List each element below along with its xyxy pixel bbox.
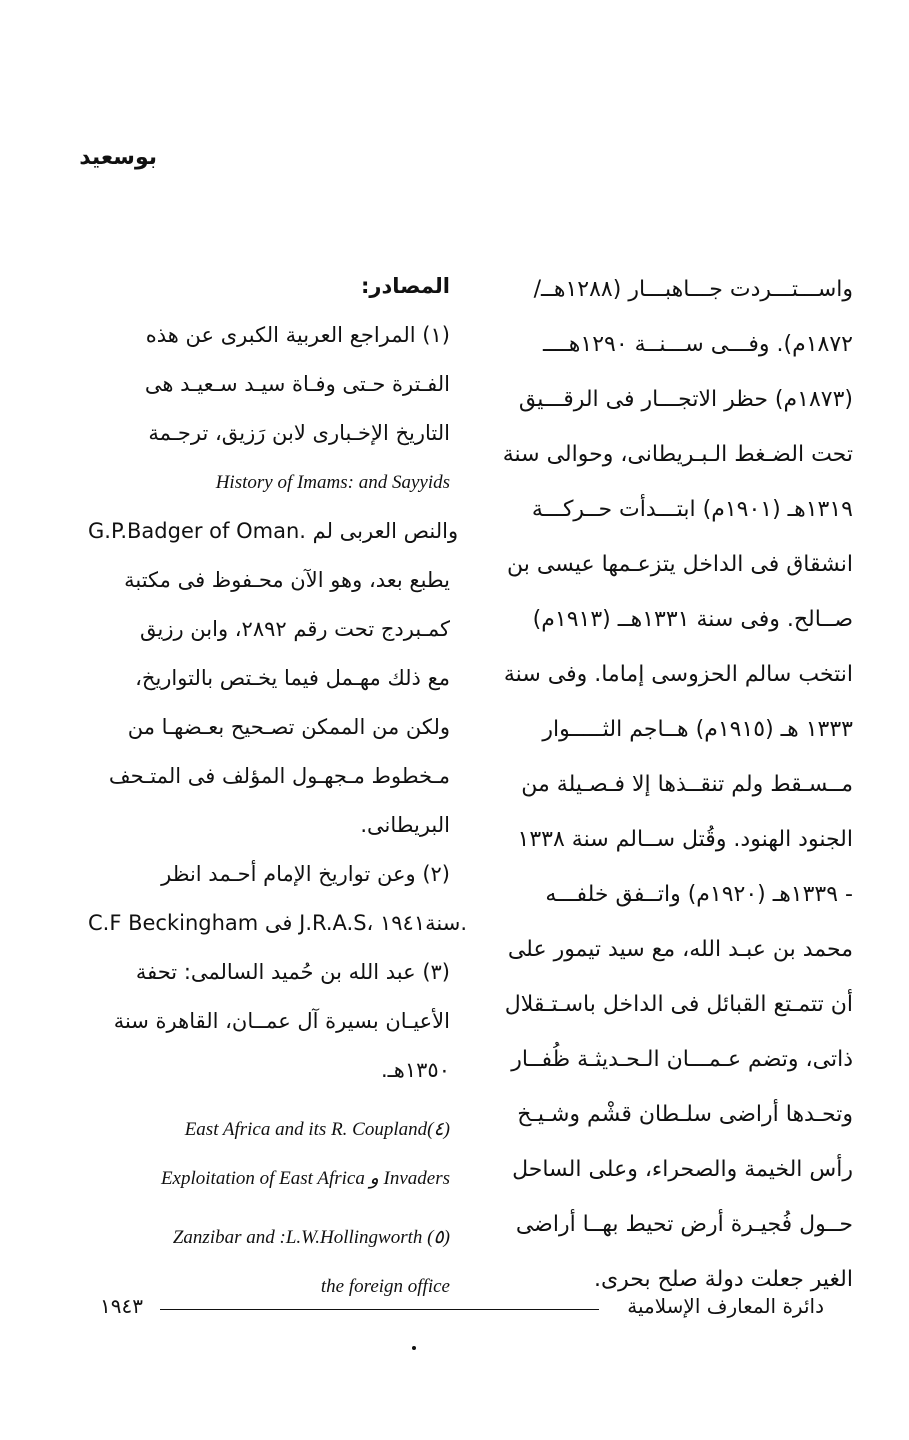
- text-line: واســـتـــردت جـــاهبـــار (١٢٨٨هــ/: [533, 277, 853, 302]
- text-line: الغير جعلت دولة صلح بحرى.: [593, 1267, 853, 1292]
- reference-line: الفـترة حـتى وفـاة سيـد سـعيـد هى: [144, 372, 450, 396]
- text-line: انشقاق فى الداخل يتزعـمها عيسى بن: [507, 552, 853, 577]
- reference-line: C.F Beckingham فى J.R.A.S، سنة١٩٤١.: [88, 911, 468, 935]
- text-line: وتحـدها أراضى سلـطان قشْم وشـيـخ: [517, 1102, 853, 1127]
- reference-line: (٢) وعن تواريخ الإمام أحـمد انظر: [161, 862, 450, 886]
- text-line: - ١٣٣٩هـ (١٩٢٠م) واتــفق خلفـــه: [545, 882, 853, 907]
- text-line: تحت الضـغط الـبـريطانى، وحوالى سنة: [502, 442, 853, 467]
- reference-line: يطبع بعد، وهو الآن محـفوظ فى مكتبة: [124, 568, 450, 592]
- text-line: (١٨٧٣م) حظر الاتجـــار فى الرقـــيق: [518, 387, 853, 412]
- reference-line: ١٣٥٠هـ.: [380, 1058, 450, 1082]
- text-line: حــول فُجيـرة أرض تحيط بهــا أراضى: [515, 1212, 853, 1237]
- text-line: رأس الخيمة والصحراء، وعلى الساحل: [512, 1157, 853, 1182]
- reference-line: East Africa and its R. Coupland(٤): [184, 1119, 450, 1140]
- stray-dot: [412, 1346, 416, 1350]
- text-line: ١٣٣٣ هـ (١٩١٥م) هــاجم الثـــــوار: [542, 717, 853, 742]
- page-footer: [100, 1294, 824, 1318]
- sources-title: المصادر:: [360, 274, 450, 298]
- reference-line: مـخطوط مـجهـول المؤلف فى المتـحف: [108, 764, 450, 788]
- source-4: [88, 1105, 450, 1203]
- text-line: مــسـقط ولم تنقــذها إلا فـصـيلة من: [521, 772, 853, 797]
- sources-column: [88, 262, 468, 1311]
- reference-line: مع ذلك مهـمل فيما يخـتص بالتواريخ،: [135, 666, 450, 690]
- text-line: ١٣١٩هـ (١٩٠١م) ابتـــدأت حــركـــة: [531, 497, 853, 522]
- source-3: [88, 948, 450, 1095]
- reference-line: (٣) عبد الله بن حُميد السالمى: تحفة: [135, 960, 450, 984]
- text-line: محمد بن عبـد الله، مع سيد تيمور على: [507, 937, 853, 962]
- text-line: ذاتى، وتضم عـمـــان الـحـديثـة ظُفــار: [511, 1047, 853, 1072]
- reference-line: التاريخ الإخـبارى لابن رَزيق، ترجـمة: [148, 421, 450, 445]
- reference-line: كمـبردج تحت رقم ٢٨٩٢، وابن رزيق: [139, 617, 450, 641]
- main-text-column: [493, 262, 853, 1307]
- text-line: الجنود الهنود. وقُتل ســالم سنة ١٣٣٨: [517, 827, 853, 852]
- source-1: [88, 311, 459, 850]
- reference-line: الأعيـان بسيرة آل عمــان، القاهرة سنة: [113, 1009, 450, 1033]
- footer-title: دائرة المعارف الإسلامية: [627, 1294, 824, 1318]
- text-line: انتخب سالم الحزوسى إماما. وفى سنة: [503, 662, 853, 687]
- running-head: بوسعيد: [79, 145, 157, 170]
- text-line: ١٨٧٢م). وفـــى ســـنــة ١٢٩٠هــــ: [542, 332, 853, 357]
- reference-line: G.P.Badger of Oman. والنص العربى لم: [88, 519, 459, 543]
- reference-line: البريطانى.: [360, 813, 450, 837]
- text-line: أن تتمـتع القبائل فى الداخل باسـتـقلال: [504, 992, 853, 1017]
- reference-line: the foreign office: [320, 1276, 450, 1297]
- footer-rule: [160, 1309, 599, 1310]
- reference-line: History of Imams: and Sayyids: [215, 472, 450, 493]
- text-line: صــالح. وفى سنة ١٣٣١هــ (١٩١٣م): [532, 607, 853, 632]
- page-number: ١٩٤٣: [100, 1294, 143, 1318]
- reference-line: (١) المراجع العربية الكبرى عن هذه: [145, 323, 450, 347]
- reference-line: Exploitation of East Africa و Invaders: [160, 1168, 450, 1189]
- reference-line: ولكن من الممكن تصـحيح بعـضهـا من: [127, 715, 450, 739]
- reference-line: Zanzibar and :L.W.Hollingworth (٥): [172, 1227, 450, 1248]
- source-2: [88, 850, 468, 948]
